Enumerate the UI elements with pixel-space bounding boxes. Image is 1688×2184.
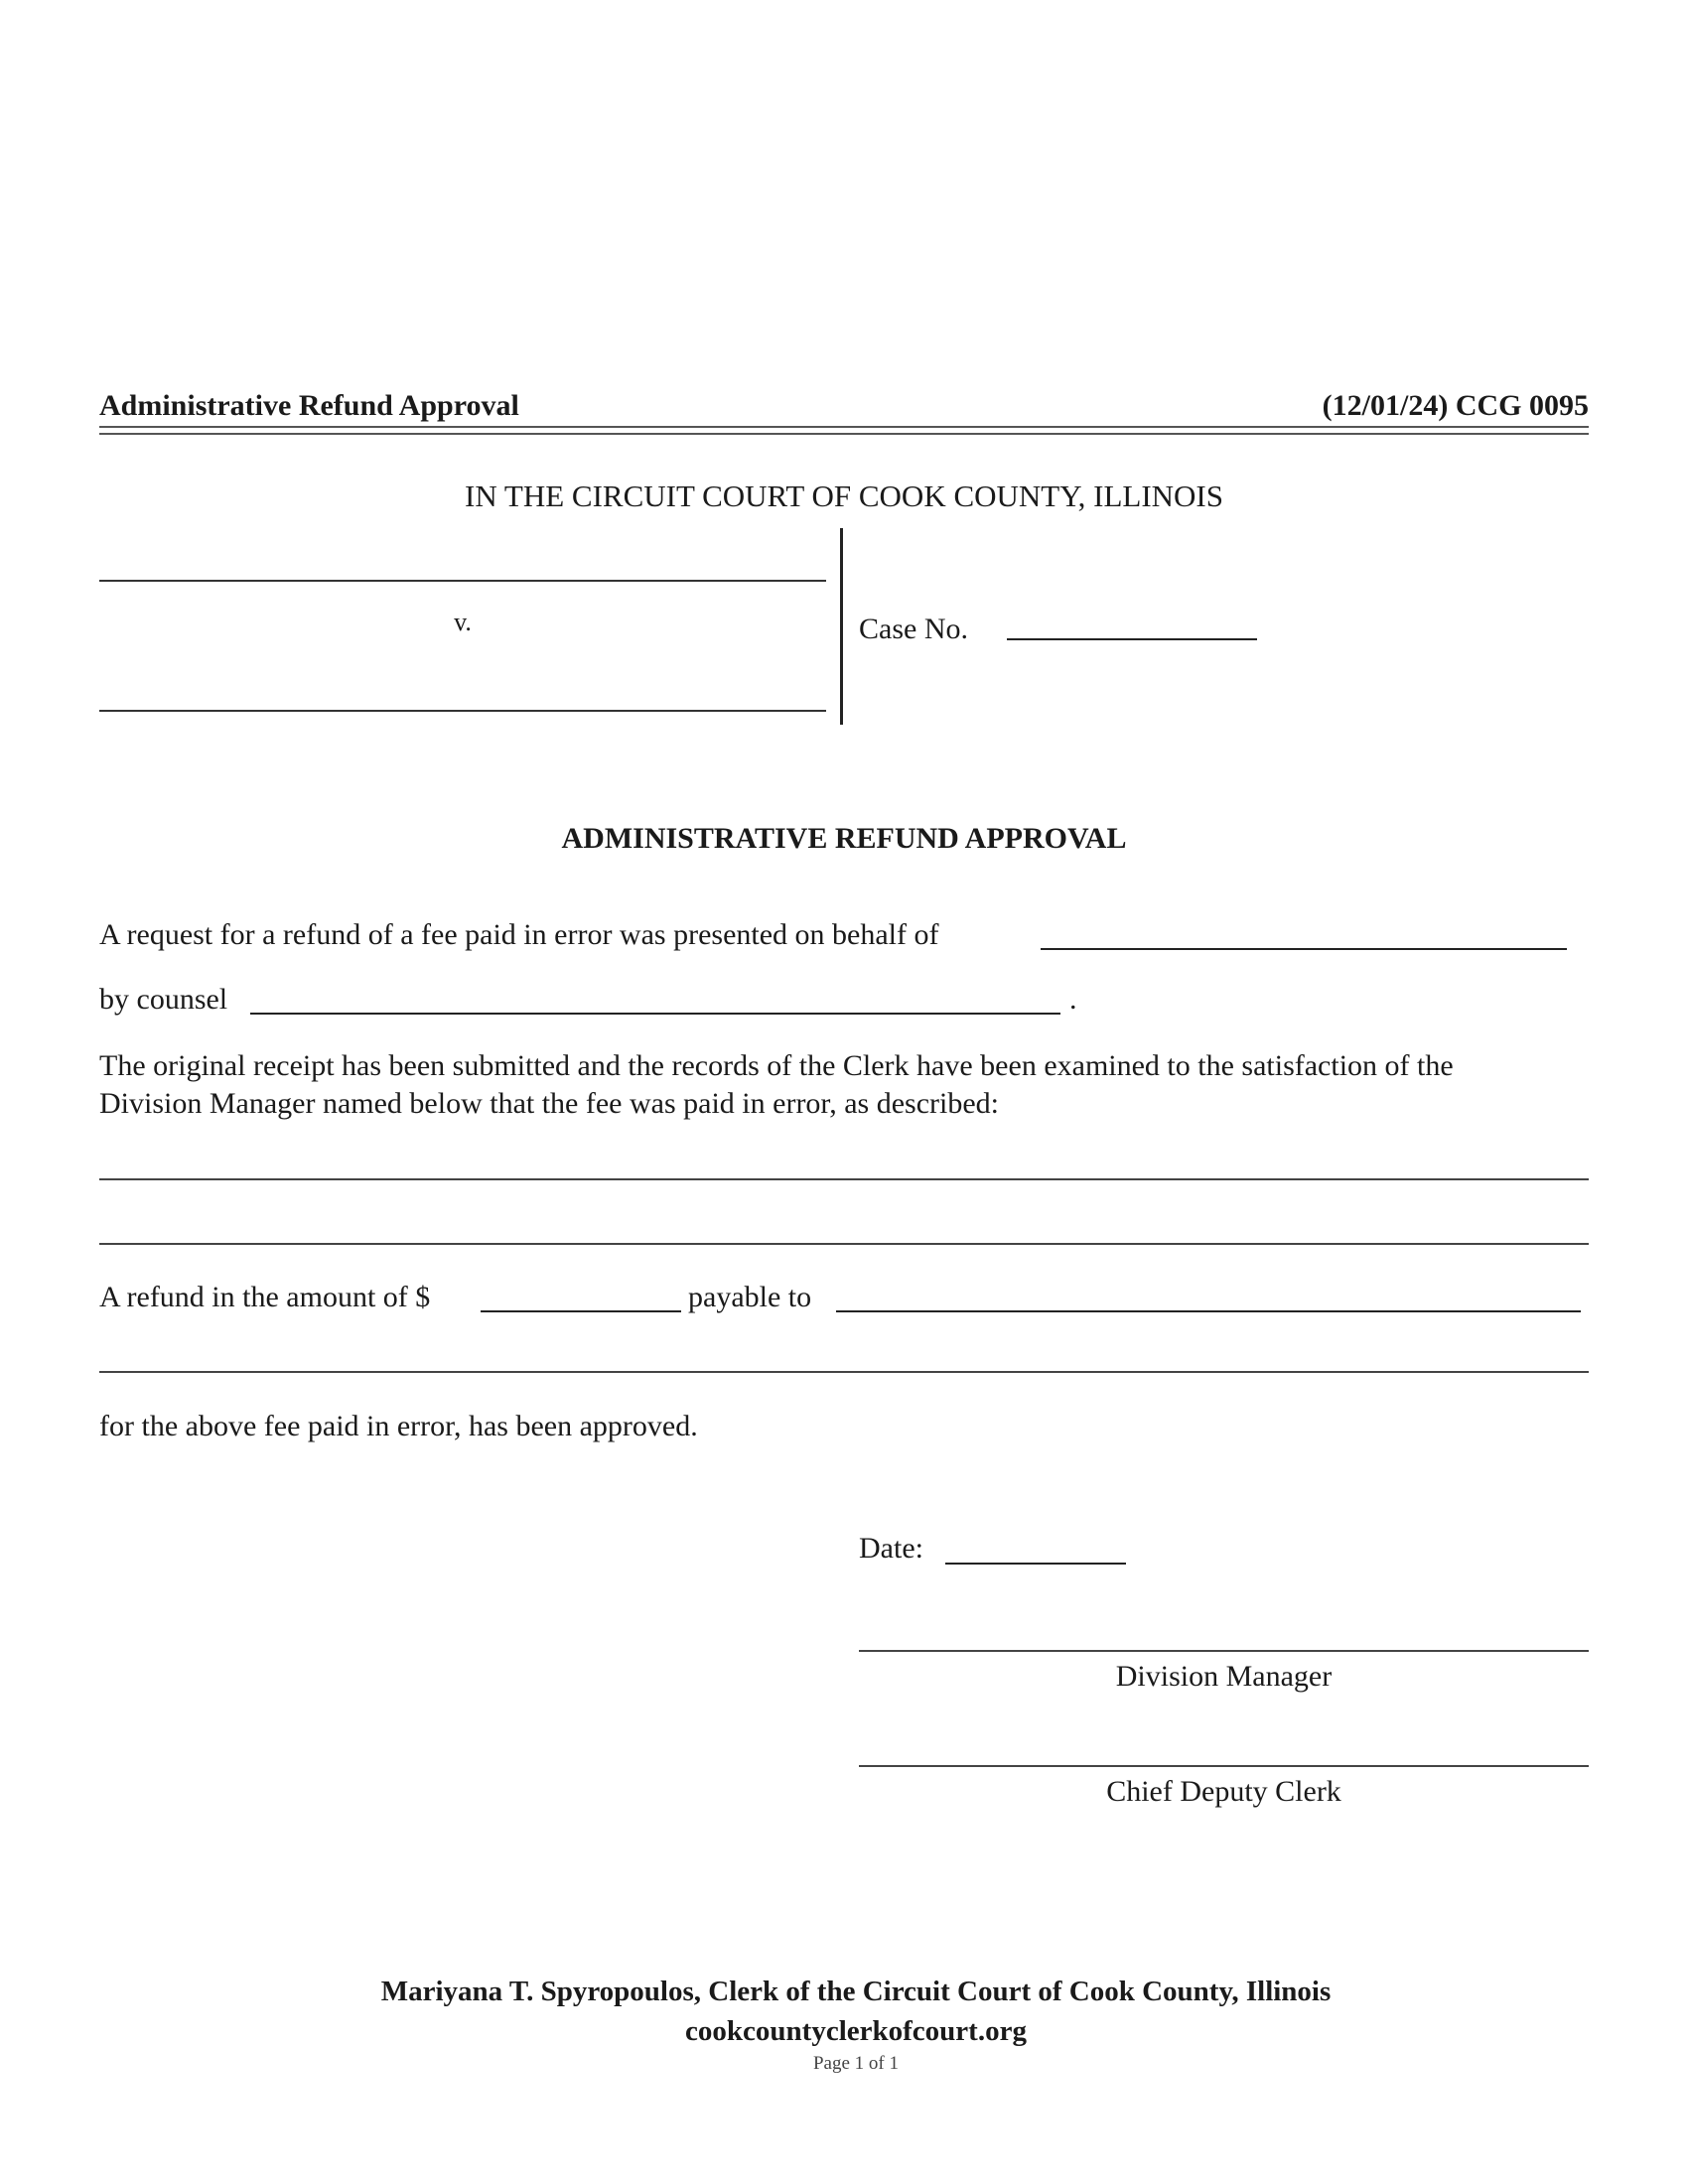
receipt-line-2: Division Manager named below that the fee was paid in error, as described: — [99, 1087, 999, 1120]
case-no-field[interactable] — [1007, 638, 1257, 640]
header-rule-bottom — [99, 433, 1589, 435]
refund-amount-field[interactable] — [481, 1310, 681, 1312]
date-label: Date: — [859, 1532, 923, 1565]
form-title: Administrative Refund Approval — [99, 389, 519, 422]
request-line: A request for a refund of a fee paid in error was presented on behalf of — [99, 918, 939, 951]
page-number: Page 1 of 1 — [812, 2053, 899, 2074]
defendant-field[interactable] — [99, 710, 826, 712]
counsel-label: by counsel — [99, 983, 228, 1016]
case-no-label: Case No. — [859, 613, 968, 645]
division-manager-signature-line[interactable] — [859, 1650, 1589, 1652]
form-code: (12/01/24) CCG 0095 — [1322, 389, 1589, 422]
court-title: IN THE CIRCUIT COURT OF COOK COUNTY, ILLINOIS — [465, 478, 1223, 513]
clerk-footer-line: Mariyana T. Spyropoulos, Clerk of the Circuit Court of Cook County, Illinois — [380, 1976, 1332, 2007]
counsel-field[interactable] — [250, 1013, 1060, 1015]
approved-line: for the above fee paid in error, has been approved. — [99, 1410, 698, 1442]
payable-to-label: payable to — [688, 1281, 812, 1313]
date-field[interactable] — [945, 1563, 1126, 1565]
payable-to-field-continued[interactable] — [99, 1371, 1589, 1373]
chief-deputy-clerk-signature-line[interactable] — [859, 1765, 1589, 1767]
payable-to-field[interactable] — [836, 1310, 1581, 1312]
document-title: ADMINISTRATIVE REFUND APPROVAL — [561, 822, 1127, 855]
plaintiff-field[interactable] — [99, 580, 826, 582]
counsel-period: . — [1069, 983, 1077, 1016]
on-behalf-of-field[interactable] — [1041, 948, 1567, 950]
caption-divider — [840, 528, 843, 725]
division-manager-label: Division Manager — [1115, 1660, 1333, 1693]
header-rule-top — [99, 426, 1589, 428]
description-line-2[interactable] — [99, 1243, 1589, 1245]
receipt-line-1: The original receipt has been submitted and the records of the Clerk have been examined to the satisfaction of the — [99, 1049, 1454, 1082]
versus-label: v. — [454, 608, 472, 636]
description-line-1[interactable] — [99, 1178, 1589, 1180]
chief-deputy-clerk-label: Chief Deputy Clerk — [1106, 1775, 1341, 1808]
website-footer: cookcountyclerkofcourt.org — [685, 2015, 1027, 2047]
refund-amount-label: A refund in the amount of $ — [99, 1281, 431, 1313]
